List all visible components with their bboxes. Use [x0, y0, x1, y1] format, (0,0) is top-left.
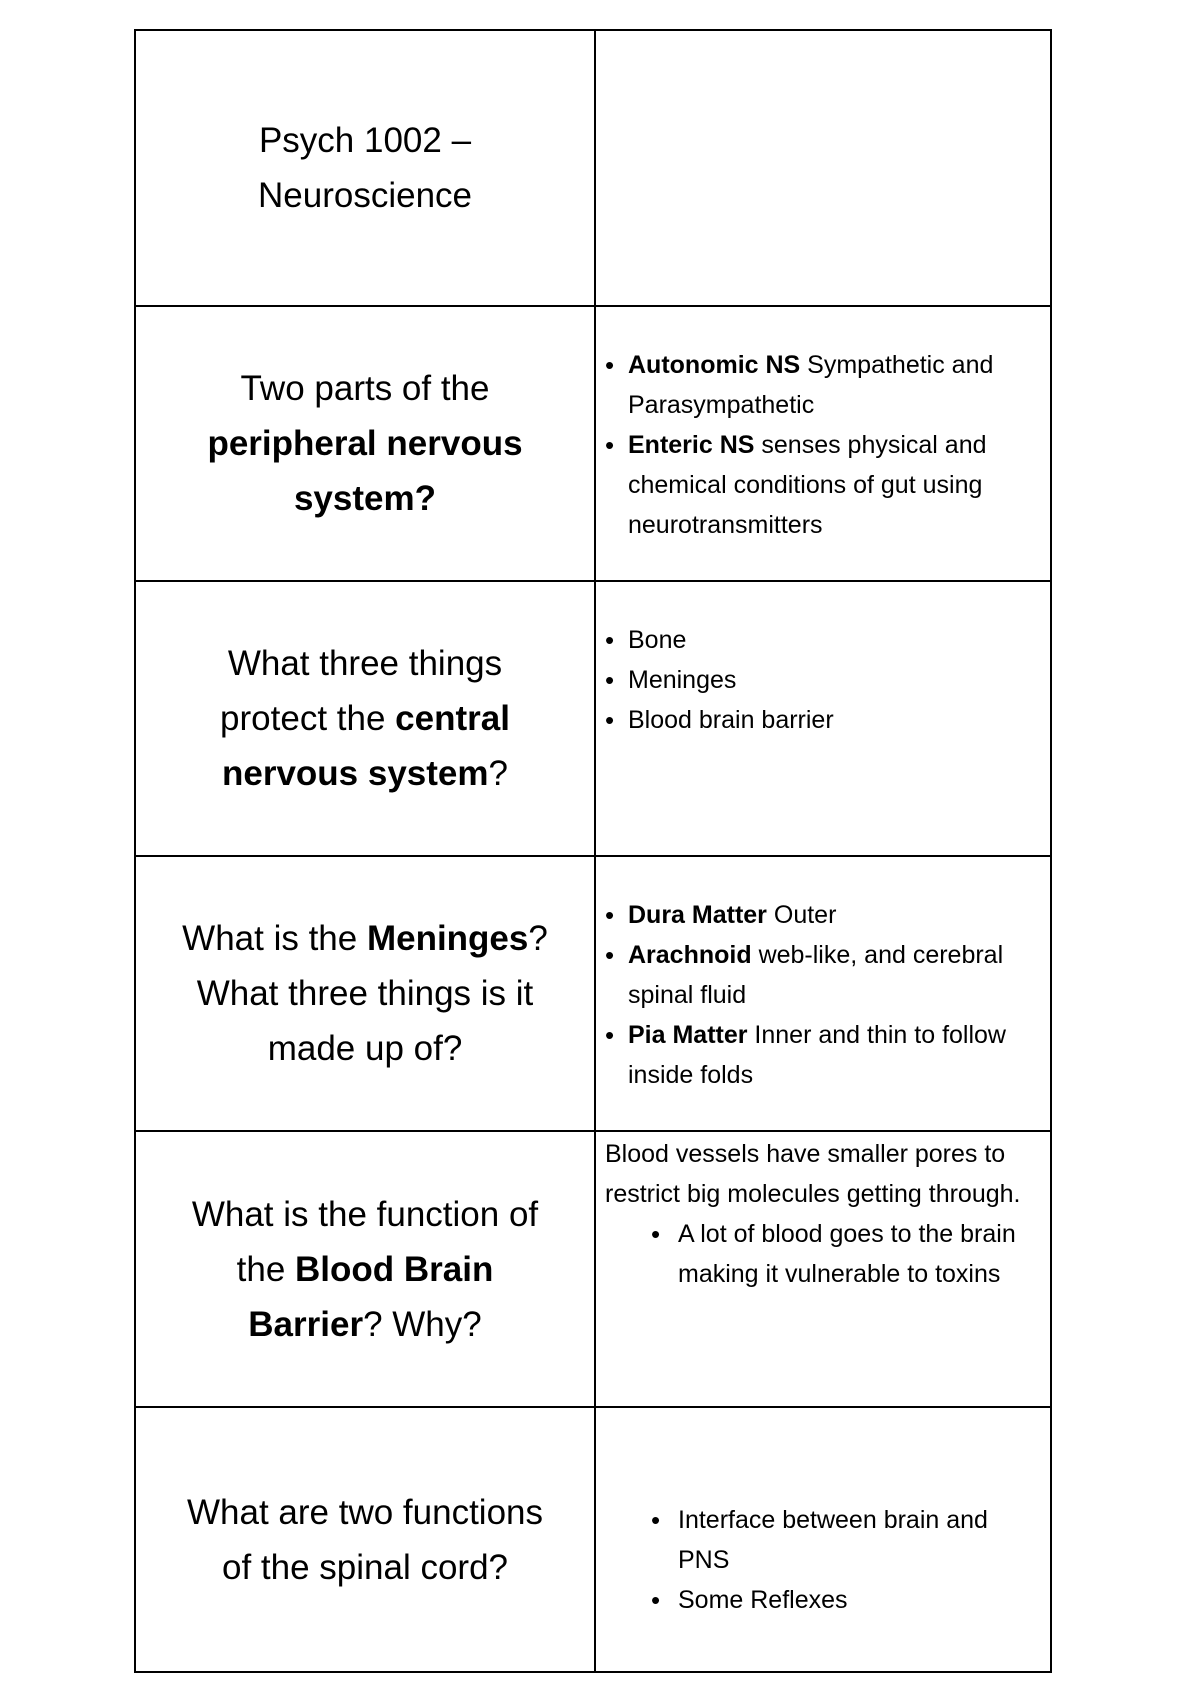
answer-list	[605, 345, 1040, 545]
list-item: • Dura Matter Outer	[605, 895, 1040, 935]
card-row-1	[136, 31, 1050, 307]
answer-list	[605, 1214, 1040, 1294]
list-item: • Meninges	[605, 660, 1040, 700]
answer-list	[605, 1500, 1040, 1620]
question-cell	[136, 1132, 594, 1406]
list-item: • Bone	[605, 620, 1040, 660]
answer-list	[605, 620, 1040, 740]
question-cell	[136, 857, 594, 1130]
answer-cell	[595, 1408, 1050, 1671]
question-text: Two parts of the peripheral nervous system?	[207, 369, 523, 518]
question-cell	[136, 582, 594, 855]
card-row-3	[136, 582, 1050, 857]
answer-list	[605, 895, 1040, 1095]
question-text: What are two functions of the spinal cord?	[187, 1492, 543, 1587]
flashcard-table	[134, 29, 1052, 1673]
list-item: • Autonomic NS Sympathetic and Parasympathetic	[605, 345, 1040, 425]
question-cell	[136, 31, 594, 305]
question-text: What three things protect the central nervous system?	[220, 644, 510, 793]
list-item: • Blood brain barrier	[605, 700, 1040, 740]
answer-cell	[595, 1132, 1050, 1406]
question-text: Psych 1002 – Neuroscience	[258, 121, 472, 215]
list-item: • Some Reflexes	[605, 1580, 1040, 1620]
answer-cell	[595, 31, 1050, 305]
list-item: • Arachnoid web-like, and cerebral spinal fluid	[605, 935, 1040, 1015]
card-row-5	[136, 1132, 1050, 1408]
list-item: • Interface between brain and PNS	[605, 1500, 1040, 1580]
list-item: • A lot of blood goes to the brain making it vulnerable to toxins	[605, 1214, 1040, 1294]
question-text: What is the Meninges? What three things is it made up of?	[182, 919, 548, 1068]
question-cell	[136, 1408, 594, 1671]
list-item: • Enteric NS senses physical and chemical conditions of gut using neurotransmitters	[605, 425, 1040, 545]
answer-cell	[595, 582, 1050, 855]
question-text: What is the function of the Blood Brain Barrier? Why?	[191, 1194, 539, 1344]
list-item: • Pia Matter Inner and thin to follow inside folds	[605, 1015, 1040, 1095]
answer-cell	[595, 307, 1050, 580]
answer-text: Blood vessels have smaller pores to restrict big molecules getting through.	[605, 1140, 1021, 1208]
card-row-2	[136, 307, 1050, 582]
answer-cell	[595, 857, 1050, 1130]
question-cell	[136, 307, 594, 580]
card-row-4	[136, 857, 1050, 1132]
card-row-6	[136, 1408, 1050, 1671]
